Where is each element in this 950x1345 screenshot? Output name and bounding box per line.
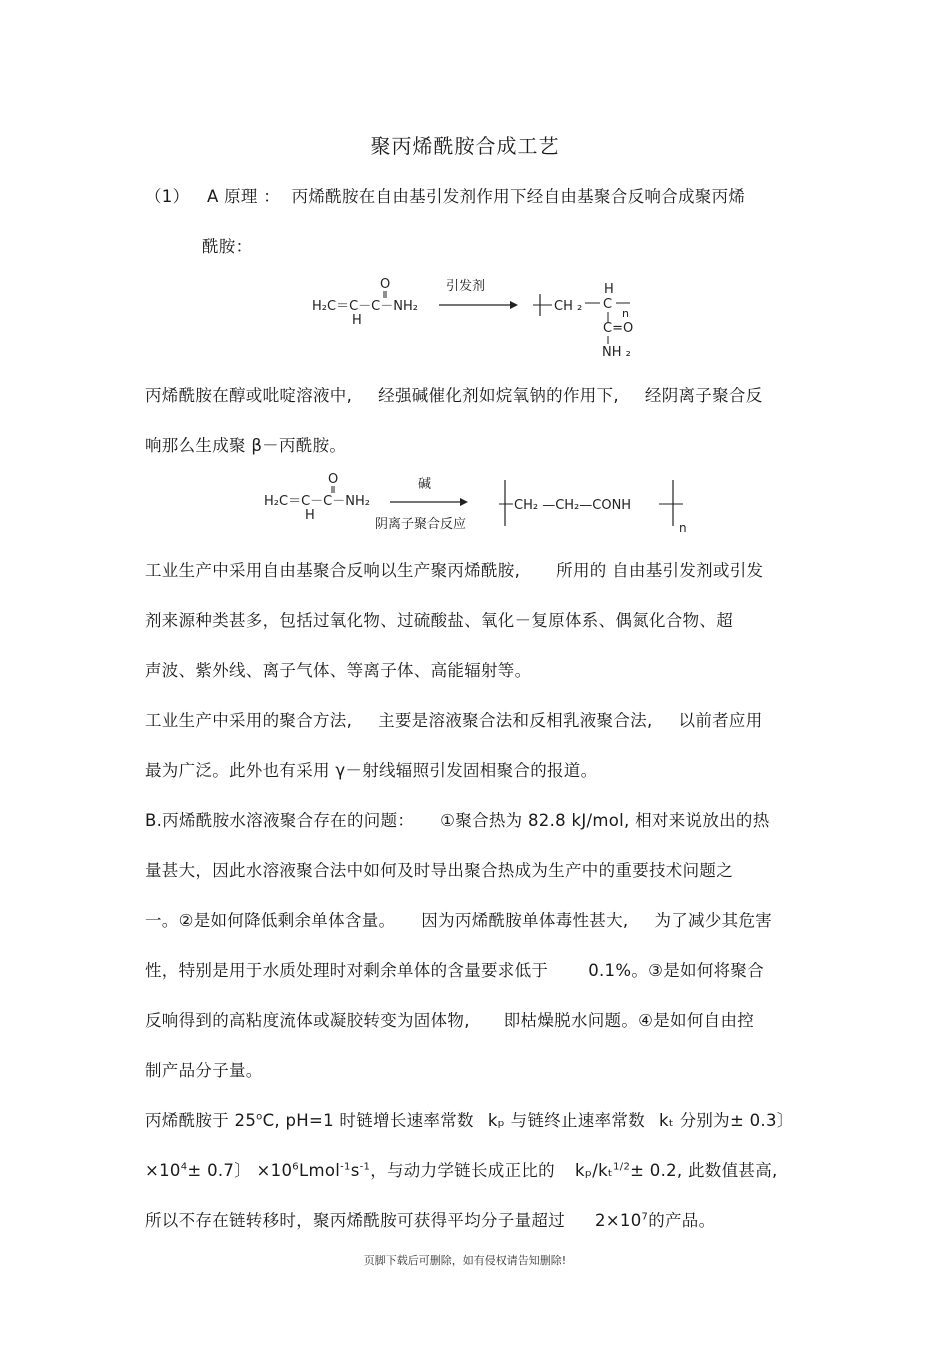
exponent-4: -1 <box>359 1161 371 1173</box>
section-a-text: 丙烯酰胺在自由基引发剂作用下经自由基聚合反响合成聚丙烯 <box>291 187 746 206</box>
para5-text-2d: s <box>350 1161 360 1180</box>
para4-line6: 制产品分子量。 <box>145 1061 263 1080</box>
section-a-line2: 酰胺： <box>202 237 253 256</box>
reaction-2-reagent-bottom: 阴离子聚合反应 <box>375 517 467 532</box>
page-title: 聚丙烯酰胺合成工艺 <box>370 134 560 158</box>
para5-text-3b: 2×10 <box>595 1211 642 1230</box>
para2-text-b: 所用的 自由基引发剂或引发 <box>556 561 764 580</box>
para5-text-2e: ，与动力学链长成正比的 <box>370 1161 555 1180</box>
reaction-1-product-nh2: NH ₂ <box>602 345 631 360</box>
reaction-1-product-ch2: CH ₂ <box>554 299 583 314</box>
para4-line4 <box>145 957 764 981</box>
para5-text-kt: kₜ 分别为± 0.3〕 <box>659 1111 794 1130</box>
para5-text-2a: ×10 <box>145 1161 181 1180</box>
para4-text-a: B.丙烯酰胺水溶液聚合存在的问题： <box>145 811 415 830</box>
reaction-1-product-h: H <box>604 282 614 297</box>
degree-symbol: o <box>256 1111 263 1123</box>
section-label: A 原理 ： <box>206 187 281 206</box>
section-number: （1） <box>145 187 190 206</box>
exponent-1: 4 <box>180 1161 188 1173</box>
reaction-1-reagent: 引发剂 <box>446 279 486 294</box>
para4-text-4a: 性，特别是用于水质处理时对剩余单体的含量要求低于 <box>145 961 549 980</box>
para3-text-a: 工业生产中采用的聚合方法, <box>145 711 353 730</box>
para2-line3: 声波、紫外线、离子气体、等离子体、高能辐射等。 <box>145 661 532 680</box>
para4-line1 <box>145 807 770 831</box>
para4-line3 <box>145 907 772 931</box>
para1-line2: 响那么生成聚 β－丙酰胺。 <box>145 436 347 455</box>
para5-text-2f: kₚ/kₜ <box>575 1161 614 1180</box>
para4-text-b: ①聚合热为 82.8 kJ/mol, 相对来说放出的热 <box>440 811 770 830</box>
para5-text-1a: 丙烯酰胺于 25 <box>145 1111 257 1130</box>
para1-text-b: 经强碱催化剂如烷氧钠的作用下, <box>378 386 619 405</box>
reaction-1-product-co: C=O <box>603 321 634 336</box>
reaction-2-reagent-top: 碱 <box>418 477 432 492</box>
exponent-3: -1 <box>340 1161 351 1173</box>
para4-line2: 量甚大，因此水溶液聚合法中如何及时导出聚合热成为生产中的重要技术问题之 <box>145 861 733 880</box>
reaction-1-hydrogen: H <box>352 313 362 328</box>
para5-text-kp: kₚ 与链终止速率常数 <box>487 1111 645 1130</box>
reaction-2-hydrogen: H <box>305 508 315 523</box>
para5-text-2b: ± 0.7〕 ×10 <box>187 1161 293 1180</box>
para5-line2 <box>145 1157 778 1181</box>
reaction-1-oxygen: O <box>380 277 391 292</box>
para4-text-3a: 一。②是如何降低剩余单体含量。 <box>145 911 396 930</box>
reaction-2-reactant: H₂C＝C－C－NH₂ <box>264 494 370 509</box>
reaction-2-diagram <box>255 468 695 540</box>
exponent-6: 7 <box>641 1211 649 1223</box>
reaction-1-diagram <box>300 272 660 364</box>
exponent-2: 6 <box>292 1161 299 1173</box>
section-a-line1 <box>145 183 745 207</box>
para3-text-c: 以前者应用 <box>678 711 763 730</box>
para4-text-5a: 反响得到的高粘度流体或凝胶转变为固体物, <box>145 1011 470 1030</box>
reaction-2-oxygen: O <box>328 472 339 487</box>
para4-text-3b: 因为丙烯酰胺单体毒性甚大, <box>421 911 629 930</box>
para3-text-b: 主要是溶液聚合法和反相乳液聚合法, <box>378 711 653 730</box>
reaction-1-product-n: n <box>622 307 629 320</box>
para1-line1 <box>145 382 763 406</box>
reaction-1-reactant: H₂C＝C－C－NH₂ <box>312 299 418 314</box>
para3-line1 <box>145 707 763 731</box>
para4-text-3c: 为了减少其危害 <box>654 911 773 930</box>
exponent-5: 1/2 <box>613 1161 631 1173</box>
para4-text-4b: 0.1%。③是如何将聚合 <box>588 961 765 980</box>
para4-line5 <box>145 1007 754 1031</box>
para5-text-2c: Lmol <box>298 1161 341 1180</box>
para5-text-3c: 的产品。 <box>648 1211 716 1230</box>
para5-line3 <box>145 1207 715 1231</box>
page-footer: 页脚下载后可删除，如有侵权请告知删除! <box>363 1254 567 1267</box>
para5-text-2g: ± 0.2, 此数值甚高, <box>630 1161 778 1180</box>
para5-text-1b: C, pH=1 时链增长速率常数 <box>262 1111 474 1130</box>
reaction-1-product-c: C <box>603 297 613 312</box>
para5-text-3a: 所以不存在链转移时，聚丙烯酰胺可获得平均分子量超过 <box>145 1211 565 1230</box>
para5-line1 <box>145 1107 794 1131</box>
para3-line2: 最为广泛。此外也有采用 γ－射线辐照引发固相聚合的报道。 <box>145 761 598 780</box>
para2-text-a: 工业生产中采用自由基聚合反响以生产聚丙烯酰胺, <box>145 561 521 580</box>
para1-text-c: 经阴离子聚合反 <box>644 386 763 405</box>
reaction-2-product: CH₂ —CH₂—CONH <box>514 498 632 513</box>
para1-text-a: 丙烯酰胺在醇或吡啶溶液中, <box>145 386 353 405</box>
para2-line1 <box>145 557 763 581</box>
para4-text-5b: 即枯燥脱水问题。④是如何自由控 <box>503 1011 755 1030</box>
reaction-2-product-n: n <box>679 521 687 535</box>
para2-line2: 剂来源种类甚多，包括过氧化物、过硫酸盐、氧化－复原体系、偶氮化合物、超 <box>145 611 733 630</box>
